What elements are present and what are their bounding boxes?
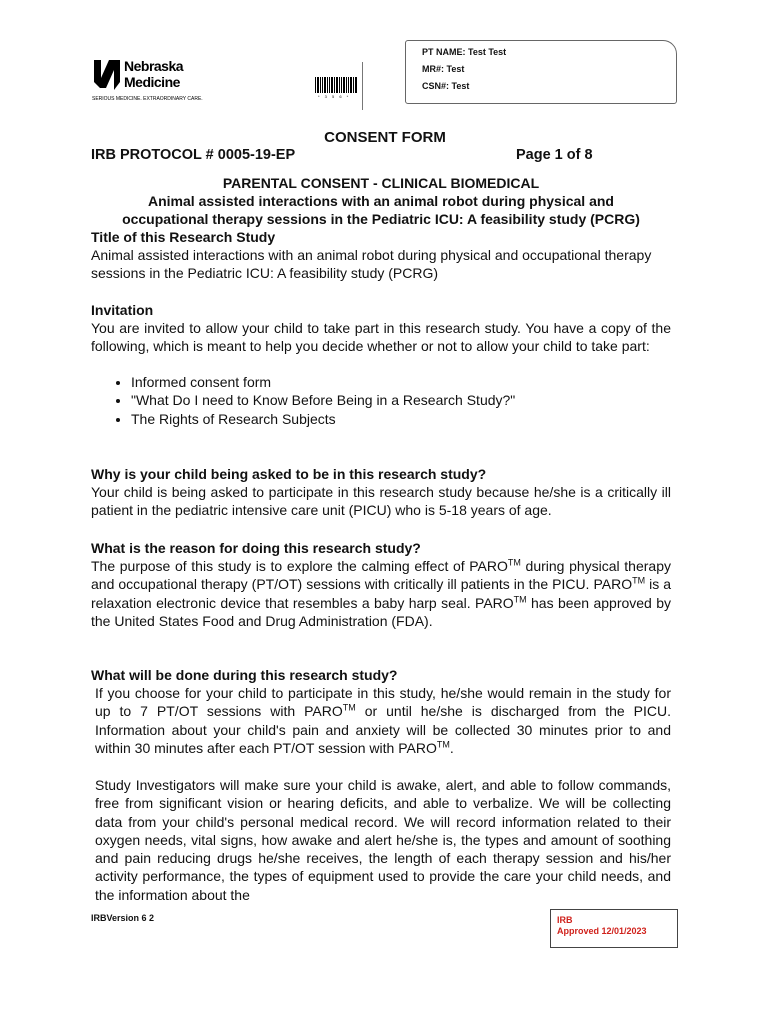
page-number: Page 1 of 8 <box>516 147 593 163</box>
patient-csn: CSN#: Test <box>422 81 470 91</box>
irb-protocol-number: IRB PROTOCOL # 0005-19-EP <box>91 147 296 163</box>
logo-text-line1: Nebraska <box>124 58 184 74</box>
nebraska-n-logo-icon <box>92 58 122 90</box>
study-title-line2: occupational therapy sessions in the Pediatric ICU: A feasibility study (PCRG) <box>122 211 640 227</box>
irb-approval-stamp <box>550 909 678 948</box>
study-title-line1: Animal assisted interactions with an animal robot during physical and <box>148 193 614 209</box>
irb-stamp-label: IRB <box>557 915 573 925</box>
section-heading-procedures: What will be done during this research study? <box>91 667 398 683</box>
section-heading-why: Why is your child being asked to be in this research study? <box>91 466 487 482</box>
nebraska-medicine-logo <box>92 56 202 106</box>
invitation-document-list <box>113 373 515 428</box>
reason-text: The purpose of this study is to explore the calming effect of PARO™ during physical therapy and occupational therapy (PT/OT) sessions with critically ill patients in the PICU. PARO™ is a relaxation electronic device that resembles a baby harp seal. PARO™ has been approved by the United States Food and Drug Administration (FDA). <box>91 557 671 629</box>
irb-approval-date: Approved 12/01/2023 <box>557 926 647 936</box>
patient-mrn: MR#: Test <box>422 64 465 74</box>
list-item: • Informed consent form <box>131 373 515 391</box>
section-heading-title: Title of this Research Study <box>91 229 276 245</box>
section-heading-invitation: Invitation <box>91 302 154 318</box>
logo-tagline: SERIOUS MEDICINE. EXTRAORDINARY CARE. <box>92 96 203 102</box>
logo-text-line2: Medicine <box>124 74 180 90</box>
form-title: CONSENT FORM <box>324 129 446 146</box>
barcode-icon <box>315 77 357 93</box>
procedures-text: If you choose for your child to participate in this study, he/she would remain in the study for up to 7 PT/OT sessions with PARO™ or until he/she is discharged from the PICU. Information about your child's pain and anxiety will be collected 30 minutes prior to and within 30 minutes after each PT/OT session with PARO™. <box>95 685 672 756</box>
header-divider <box>362 62 363 110</box>
why-text: Your child is being asked to participate in this research study because he/she is a critically ill patient in the pediatric intensive care unit (PICU) who is 5-18 years of age. <box>91 484 671 519</box>
list-item: • The Rights of Research Subjects <box>131 410 515 428</box>
list-item: • "What Do I need to Know Before Being in a Research Study?" <box>131 391 515 409</box>
invitation-text: You are invited to allow your child to take part in this research study. You have a copy of the following, which is meant to help you decide whether or not to allow your child to take part: <box>91 320 671 355</box>
study-title-text: Animal assisted interactions with an animal robot during physical and occupational therapy sessions in the Pediatric ICU: A feasibility study (PCRG) <box>91 247 652 282</box>
patient-name: PT NAME: Test Test <box>422 47 507 57</box>
data-collection-text: Study Investigators will make sure your child is awake, alert, and able to follow commands, free from significant vision or hearing deficits, and able to verbalize. We will be collecting data from your child's personal medical record. We will record information related to their oxygen needs, vital signs, how awake and alert he/she is, the types and amount of soothing and pain reducing drugs he/she receives, the length of each therapy session and his/her activity performance, the types of equipment used to provide the care your child needs, and the information about the <box>95 777 671 903</box>
patient-label-box <box>405 40 677 104</box>
irb-version: IRBVersion 6 2 <box>91 913 155 923</box>
consent-category: PARENTAL CONSENT - CLINICAL BIOMEDICAL <box>222 175 540 191</box>
barcode-number: * 3 5 6 * <box>318 94 351 99</box>
section-heading-reason: What is the reason for doing this research study? <box>91 540 421 556</box>
